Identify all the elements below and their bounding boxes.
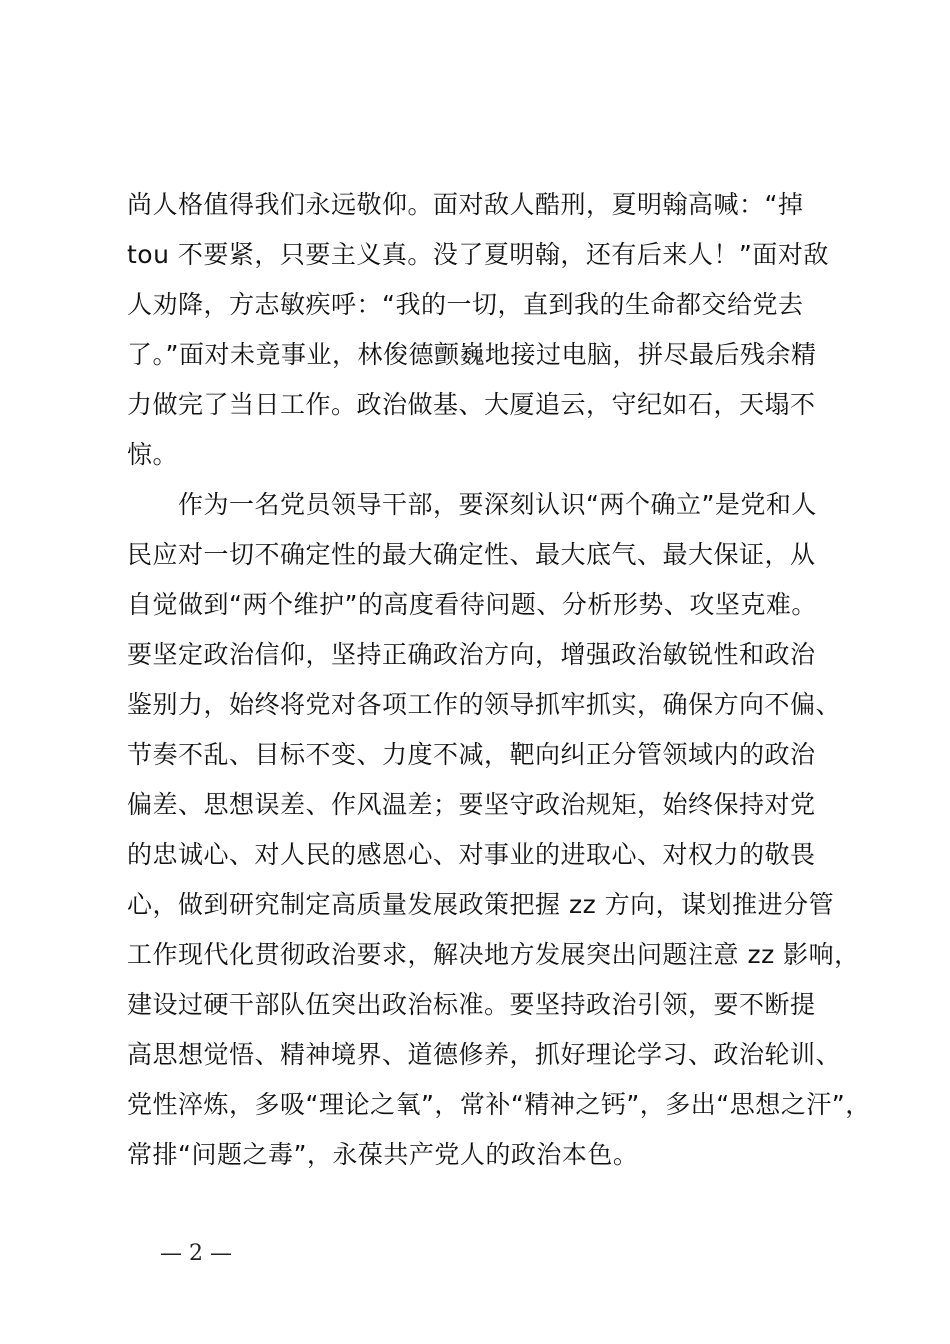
page-number: — 2 — (160, 1241, 232, 1266)
text-line: 心，做到研究制定高质量发展政策把握 zz 方向，谋划推进分管 (127, 890, 835, 919)
text-line: 鉴别力，始终将党对各项工作的领导抓牢抓实，确保方向不偏、 (127, 690, 842, 719)
text-line: 的忠诚心、对人民的感恩心、对事业的进取心、对权力的敬畏 (127, 840, 816, 869)
text-line: 建设过硬干部队伍突出政治标准。要坚持政治引领，要不断提 (127, 990, 816, 1019)
text-line: 偏差、思想误差、作风温差；要坚守政治规矩，始终保持对党 (127, 790, 816, 819)
text-line: 民应对一切不确定性的最大确定性、最大底气、最大保证，从 (127, 540, 816, 569)
text-line: 常排“问题之毒”，永葆共产党人的政治本色。 (127, 1140, 639, 1169)
text-line: tou 不要紧，只要主义真。没了夏明翰，还有后来人！”面对敌 (127, 240, 829, 269)
text-line: 自觉做到“两个维护”的高度看待问题、分析形势、攻坚克难。 (127, 590, 817, 619)
text-line: 力做完了当日工作。政治做基、大厦追云，守纪如石，天塌不 (127, 390, 816, 419)
text-line: 人劝降，方志敏疾呼：“我的一切，直到我的生命都交给党去 (127, 290, 804, 319)
text-line: 尚人格值得我们永远敬仰。面对敌人酷刑，夏明翰高喊：“掉 (127, 190, 804, 219)
text-line: 高思想觉悟、精神境界、道德修养，抓好理论学习、政治轮训、 (127, 1040, 842, 1069)
text-line: 节奏不乱、目标不变、力度不减，靶向纠正分管领域内的政治 (127, 740, 816, 769)
text-line: 惊。 (127, 440, 179, 469)
text-line: 了。”面对未竟事业，林俊德颤巍地接过电脑，拼尽最后残余精 (127, 340, 817, 369)
paragraph-first-line: 作为一名党员领导干部，要深刻认识“两个确立”是党和人 (178, 490, 817, 519)
text-line: 工作现代化贯彻政治要求，解决地方发展突出问题注意 zz 影响， (127, 940, 860, 969)
text-line: 要坚定政治信仰，坚持正确政治方向，增强政治敏锐性和政治 (127, 640, 816, 669)
text-line: 党性淬炼，多吸“理论之氧”，常补“精神之钙”，多出“思想之汗”， (127, 1090, 871, 1119)
